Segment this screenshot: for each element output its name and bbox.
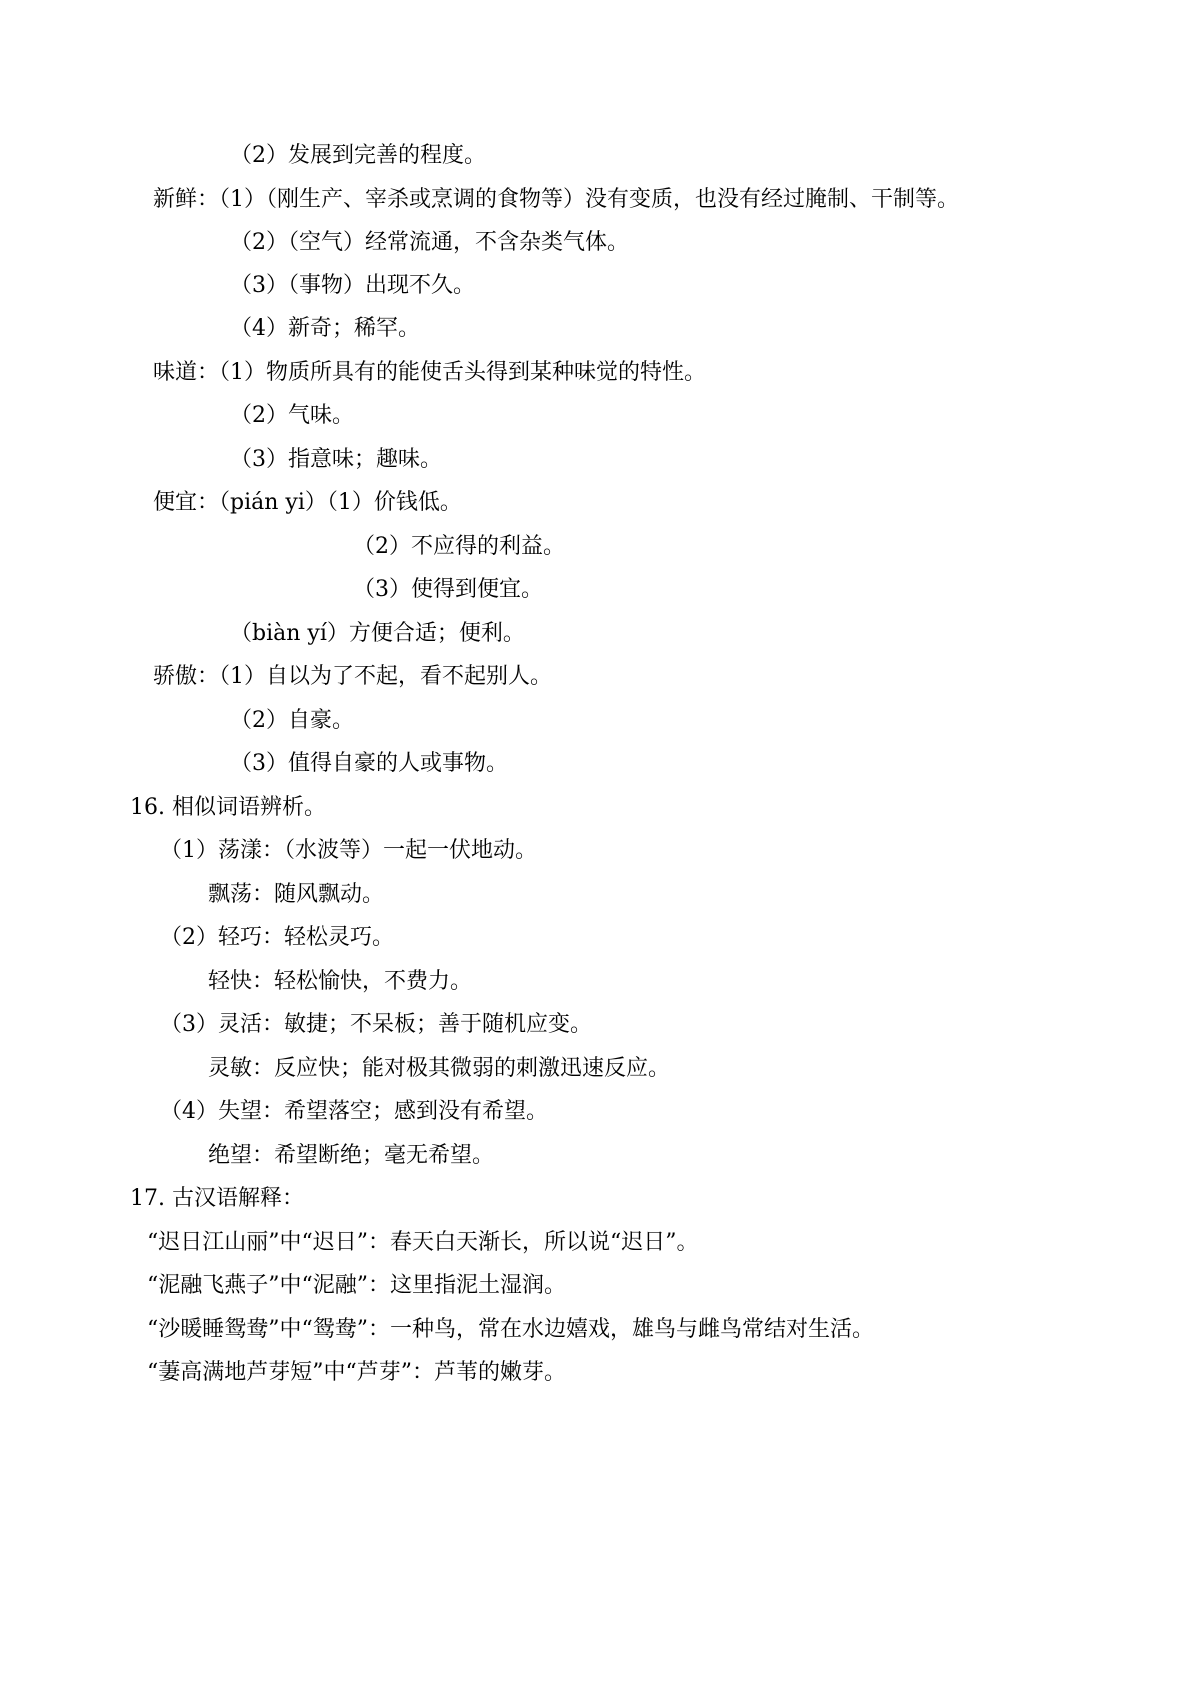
text-line-25: 17. 古汉语解释：: [130, 1186, 304, 1211]
text-line-29: “萋高满地芦芽短”中“芦芽”：芦苇的嫩芽。: [147, 1360, 566, 1385]
text-line-10: （2）不应得的利益。: [353, 534, 565, 559]
text-line-2: 新鲜：（1）（刚生产、宰杀或烹调的食物等）没有变质，也没有经过腌制、干制等。: [153, 187, 959, 212]
text-line-1: （2）发展到完善的程度。: [230, 143, 486, 168]
text-line-26: “迟日江山丽”中“迟日”：春天白天渐长，所以说“迟日”。: [147, 1230, 699, 1255]
text-line-27: “泥融飞燕子”中“泥融”：这里指泥土湿润。: [147, 1273, 566, 1298]
text-line-15: （3）值得自豪的人或事物。: [230, 751, 508, 776]
text-line-22: 灵敏：反应快；能对极其微弱的刺激迅速反应。: [208, 1056, 671, 1081]
text-line-4: （3）（事物）出现不久。: [230, 273, 475, 298]
text-line-5: （4）新奇；稀罕。: [230, 316, 420, 341]
text-line-6: 味道：（1）物质所具有的能使舌头得到某种味觉的特性。: [153, 360, 706, 385]
text-line-28: “沙暖睡鸳鸯”中“鸳鸯”：一种鸟，常在水边嬉戏，雄鸟与雌鸟常结对生活。: [147, 1317, 874, 1342]
text-line-21: （3）灵活：敏捷；不呆板；善于随机应变。: [160, 1012, 592, 1037]
text-line-23: （4）失望：希望落空；感到没有希望。: [160, 1099, 548, 1124]
text-line-9: 便宜：（pián yi）（1）价钱低。: [153, 490, 462, 515]
text-line-13: 骄傲：（1）自以为了不起，看不起别人。: [153, 664, 552, 689]
text-line-11: （3）使得到便宜。: [353, 577, 543, 602]
text-line-14: （2）自豪。: [230, 708, 354, 733]
text-line-19: （2）轻巧：轻松灵巧。: [160, 925, 394, 950]
text-line-7: （2）气味。: [230, 403, 354, 428]
text-line-3: （2）（空气）经常流通，不含杂类气体。: [230, 230, 629, 255]
text-line-17: （1）荡漾：（水波等）一起一伏地动。: [160, 838, 537, 863]
text-line-16: 16. 相似词语辨析。: [130, 795, 326, 820]
text-line-20: 轻快：轻松愉快，不费力。: [208, 969, 473, 994]
text-line-12: （biàn yí）方便合适；便利。: [230, 621, 525, 646]
text-line-18: 飘荡：随风飘动。: [208, 882, 385, 907]
text-line-24: 绝望：希望断绝；毫无希望。: [208, 1143, 495, 1168]
text-line-8: （3）指意味；趣味。: [230, 447, 442, 472]
